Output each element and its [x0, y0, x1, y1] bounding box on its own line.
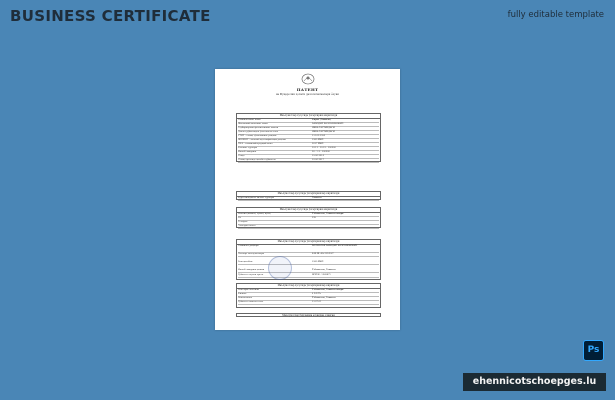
row-value: 2017 ЙИЛ — [312, 143, 324, 145]
certificate-document — [215, 69, 400, 330]
row-value: Фирма (Тошкент) — [312, 119, 332, 121]
row-label: Солиқ органида ҳисобга қўйилган — [238, 159, 276, 161]
row-label: Савдо — [238, 155, 245, 157]
seal-stamp — [268, 256, 292, 280]
row-label: Филиал — [238, 293, 247, 295]
row-label: Рўйхатга олувчи орган — [238, 274, 264, 276]
row-label: Тадбиркорлик фаолиятининг шакли — [238, 127, 279, 129]
section-management — [236, 239, 381, 280]
table-row — [238, 260, 379, 265]
table-row — [238, 300, 379, 305]
row-label: Ишлаб чиқариш — [238, 151, 257, 153]
row-value: 11.102.1992 — [312, 135, 326, 137]
row-label: Ташкилотнинг номи — [238, 119, 261, 121]
row-label: Телефон — [238, 221, 248, 223]
banner-title: BUSINESS CERTIFICATE — [10, 7, 211, 25]
section-header: Маълумотлар хусусида ўзгартириш киритилди — [237, 208, 380, 213]
row-value: Ўзбекистон, Тошкент — [312, 297, 336, 299]
row-label: Уй — [238, 217, 241, 219]
row-label: Давлат рўйхатидан ўтказилган сана — [238, 131, 279, 133]
row-value: БАХОДИР ХОЛСОВЕКОВИЧ — [312, 123, 344, 125]
row-value: 1989 ЙИЛ — [312, 139, 324, 141]
emblem-icon — [301, 73, 315, 85]
watermark-label: ehennicotschoepges.lu — [463, 373, 606, 391]
row-value: 20 · 5.2 · 100000 — [312, 151, 330, 153]
row-label: СТИР – солиқ тўловчининг рақами — [238, 135, 277, 137]
table-row — [238, 224, 379, 229]
table-row — [238, 273, 379, 278]
table-row — [238, 252, 379, 257]
section-header: Маълумотлар хусусида ўзгартиришлар киритилди — [237, 284, 380, 289]
row-value: ЯККА ТАРТИБДАГИ — [312, 131, 335, 133]
row-value: Тошкент — [312, 197, 322, 199]
section-branches — [236, 283, 381, 308]
row-value: 10.11 · 10.12 · 100000 — [312, 147, 336, 149]
row-label: Паспорт маълумотлари — [238, 253, 265, 255]
row-label: Бош ҳисобчи — [238, 261, 253, 263]
table-row — [238, 196, 379, 201]
row-label: Ваколатхона — [238, 297, 253, 299]
row-label: Кўрсатиладиган хизмат турлари — [238, 197, 275, 199]
row-label: Ишлаб чиқариш ҳажми — [238, 269, 265, 271]
document-footer: Маълумотлар бирлашма ёзувидан олинган — [282, 314, 335, 317]
document-heading: ПАТЕНТ — [296, 87, 319, 92]
section-header: Маълумотлар хусусида ўзгартириш киритилди — [237, 114, 380, 119]
row-label: Рўйхатга олинган сана — [238, 301, 264, 303]
row-value: Ўзбекистон, Тошкент шаҳри — [312, 289, 344, 291]
row-value: ЯККА ТАРТИБДАГИ — [312, 127, 335, 129]
section-registration — [236, 113, 381, 162]
row-value: 239 — [312, 217, 316, 219]
row-label: Манзил (вилоят, туман, кўча) — [238, 213, 271, 215]
row-label: ЖШШИР – шахсий идентификация рақами — [238, 139, 286, 141]
section-address — [236, 207, 381, 228]
row-value: 19.06.2014 — [312, 155, 324, 157]
row-value: ВРУЕК · 5268875 — [312, 274, 331, 276]
row-value: 11.07.05 — [312, 301, 322, 303]
document-subheading: ва Фуқаролик ҳолати далолатномалари ёзуви — [276, 93, 339, 96]
section-header: Маълумотлар хусусида ўзгартиришлар киритилди — [237, 240, 380, 245]
row-value: 1989 ЙИЛ — [312, 261, 324, 263]
row-value: ХОЛМАТОВ БАХОДИР ХОЛСОВЕКОВИЧ — [312, 245, 358, 247]
row-label: Электрон почта — [238, 225, 256, 227]
row-value: Ўзбекистон, Тошкент шаҳри — [312, 213, 344, 215]
table-row — [238, 158, 379, 163]
section-header: Маълумотлар хусусида ўзгартиришлар киритилди — [237, 192, 380, 197]
photoshop-icon: Ps — [583, 340, 604, 361]
row-value: Ф.И.Ш. АА 1234567 — [312, 253, 334, 255]
row-value: Ўзбекистон, Тошкент — [312, 269, 336, 271]
section-footer — [236, 313, 381, 317]
banner-subtitle: fully editable template — [507, 10, 604, 20]
row-label: Жисмоний шахснинг номи — [238, 123, 268, 125]
row-label: Ташкилот раҳбари — [238, 245, 259, 247]
row-label: Фаолият турлари — [238, 147, 258, 149]
row-label: Бош офис манзили — [238, 289, 259, 291]
section-services — [236, 191, 381, 200]
row-value: 10.06.2017 — [312, 159, 324, 161]
row-label: ТИФ – ташкилий-ҳуқуқий шакл — [238, 143, 273, 145]
row-value: 4 Б.Б.Ўз — [312, 293, 321, 295]
